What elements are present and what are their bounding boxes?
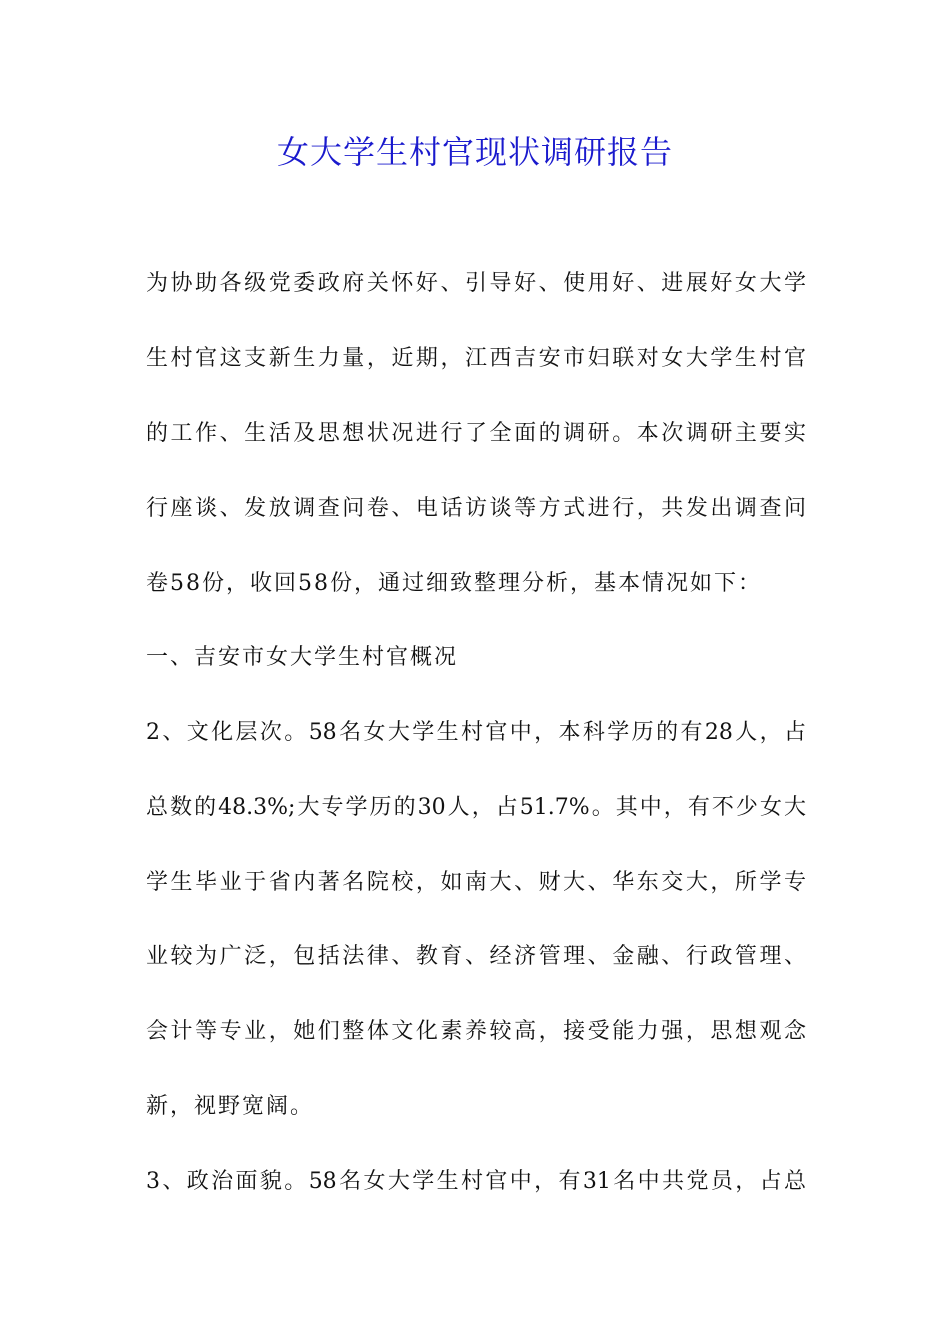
paragraph-line: 2、文化层次。58名女大学生村官中，本科学历的有28人，占	[146, 720, 806, 745]
paragraph-line: 生村官这支新生力量，近期，江西吉安市妇联对女大学生村官	[146, 346, 806, 371]
paragraph-line: 学生毕业于省内著名院校，如南大、财大、华东交大，所学专	[146, 870, 806, 895]
paragraph-line: 的工作、生活及思想状况进行了全面的调研。本次调研主要实	[146, 421, 806, 446]
document-title: 女大学生村官现状调研报告	[276, 133, 673, 171]
paragraph-line: 业较为广泛，包括法律、教育、经济管理、金融、行政管理、	[146, 944, 806, 969]
paragraph-line: 会计等专业，她们整体文化素养较高，接受能力强，思想观念	[146, 1019, 806, 1044]
paragraph-line: 3、政治面貌。58名女大学生村官中，有31名中共党员，占总	[146, 1169, 806, 1194]
paragraph-line: 为协助各级党委政府关怀好、引导好、使用好、进展好女大学	[146, 271, 806, 296]
paragraph-line: 行座谈、发放调查问卷、电话访谈等方式进行，共发出调查问	[146, 496, 806, 521]
paragraph-line: 新，视野宽阔。	[146, 1094, 315, 1119]
section-heading: 一、吉安市女大学生村官概况	[146, 645, 459, 670]
paragraph-line: 卷58份，收回58份，通过细致整理分析，基本情况如下：	[146, 571, 762, 596]
paragraph-line: 总数的48.3%;大专学历的30人，占51.7%。其中，有不少女大	[146, 795, 806, 820]
